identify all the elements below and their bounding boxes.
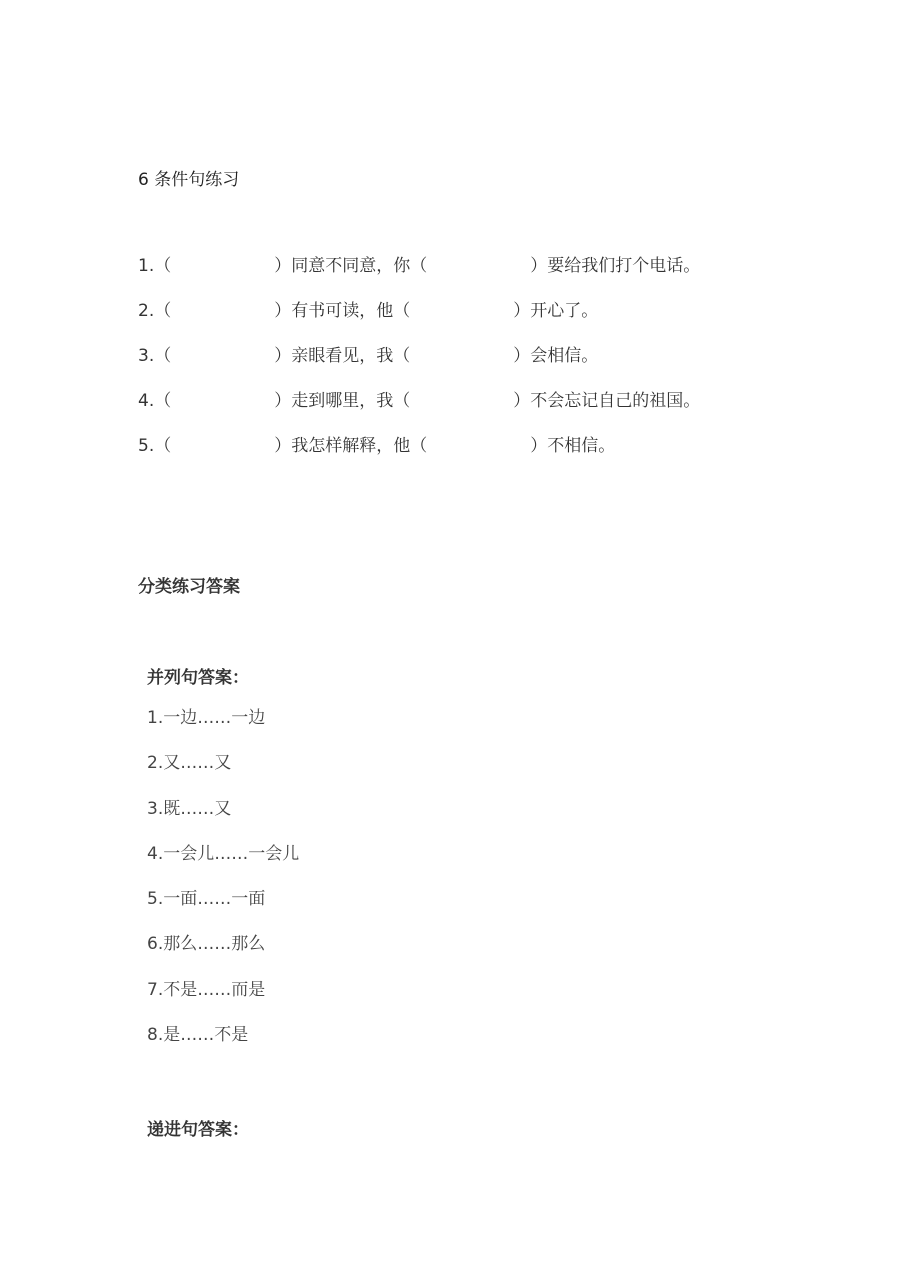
exercise-row [138,254,700,299]
paren-open: （ [154,346,172,366]
exercise-number: 4. [138,391,155,411]
progressive-answers-title: 递进句答案： [147,1120,249,1140]
paren-close: ） [274,391,292,411]
answer-item: 6.那么……那么 [147,934,266,955]
exercise-row [138,389,700,434]
exercise-middle-text: 我怎样解释，他 [291,436,411,456]
parallel-answer-list [147,706,299,1068]
paren-open: （ [410,256,428,276]
exercise-number: 3. [138,346,155,366]
paren-open: （ [393,301,411,321]
paren-open: （ [154,391,172,411]
paren-open: （ [393,346,411,366]
exercise-list [138,254,700,479]
paren-close: ） [274,346,292,366]
answer-item: 4.一会儿……一会儿 [147,843,300,864]
exercise-end-text: 开心了。 [530,301,599,321]
answers-section-title: 分类练习答案 [138,577,240,597]
exercise-end-text: 要给我们打个电话。 [547,256,701,276]
exercise-number: 1. [138,256,155,276]
exercise-row [138,434,700,479]
exercise-middle-text: 亲眼看见，我 [291,346,394,366]
paren-open: （ [154,256,172,276]
exercise-end-text: 不会忘记自己的祖国。 [530,391,701,411]
exercise-middle-text: 同意不同意，你 [291,256,411,276]
parallel-answers-title: 并列句答案： [147,668,249,688]
paren-close: ） [513,346,531,366]
exercise-number: 5. [138,436,155,456]
answer-item: 3.既……又 [147,798,232,819]
exercise-end-text: 不相信。 [547,436,616,456]
paren-close: ） [513,391,531,411]
answer-item: 7.不是……而是 [147,979,266,1000]
exercise-number: 2. [138,301,155,321]
paren-close: ） [274,436,292,456]
paren-close: ） [274,301,292,321]
paren-open: （ [154,301,172,321]
paren-open: （ [393,391,411,411]
exercise-row [138,344,700,389]
paren-close: ） [530,436,548,456]
paren-open: （ [154,436,172,456]
answer-item: 1.一边……一边 [147,708,266,728]
answer-item: 5.一面……一面 [147,889,266,910]
paren-close: ） [513,301,531,321]
answer-item: 8.是……不是 [147,1025,249,1046]
exercise-middle-text: 有书可读，他 [291,301,394,321]
exercise-end-text: 会相信。 [530,346,599,366]
answer-item: 2.又……又 [147,753,232,774]
exercise-section-title: 6 条件句练习 [138,170,240,190]
exercise-row [138,299,700,344]
exercise-middle-text: 走到哪里，我 [291,391,394,411]
paren-close: ） [530,256,548,276]
paren-close: ） [274,256,292,276]
paren-open: （ [410,436,428,456]
